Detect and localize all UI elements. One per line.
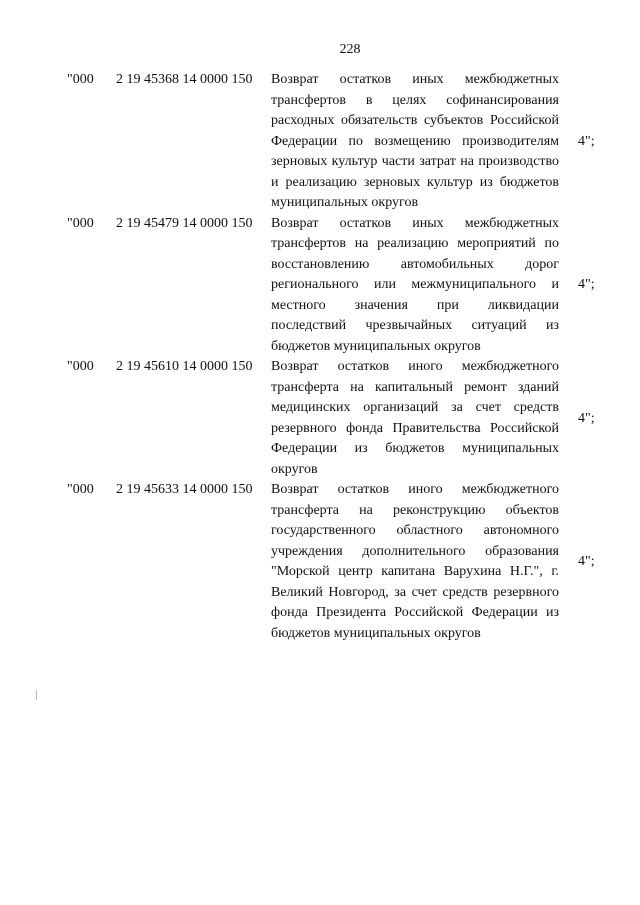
budget-code: 2 19 45610 14 0000 150 [116,359,253,374]
row-suffix: 4"; [578,133,595,149]
row-prefix: "000 [67,359,94,374]
row-prefix: "000 [67,482,94,497]
row-description: Возврат остатков иного межбюджетного трансферта на реконструкцию объектов государственного областного автономного учреждения дополнительного образования "Морской центр капитана Варухина Н.Г.", г. Великий Новгород, за счет средств резервного фонда Президента Российской Федерации из бюджетов муниципальных округов [271,482,559,641]
row-suffix: 4"; [578,410,595,426]
table-row [0,70,640,214]
row-description: Возврат остатков иных межбюджетных трансфертов в целях софинансирования расходных обязательств субъектов Российской Федерации по возмещению производителям зерновых культур части затрат на производство и реализацию зерновых культур из бюджетов муниципальных округов [271,72,559,210]
budget-code: 2 19 45368 14 0000 150 [116,72,253,87]
row-description: Возврат остатков иных межбюджетных трансфертов на реализацию мероприятий по восстановлению автомобильных дорог регионального или межмуниципального и местного значения при ликвидации последствий чрезвычайных ситуаций из бюджетов муниципальных округов [271,215,559,354]
budget-code: 2 19 45633 14 0000 150 [116,482,253,497]
page-number: 228 [339,42,361,57]
budget-code-table [0,70,640,644]
margin-mark [36,690,37,700]
table-row [0,357,640,480]
row-prefix: "000 [67,215,94,231]
table-row [0,214,640,358]
row-suffix: 4"; [578,553,595,569]
table-row [0,480,640,644]
row-suffix: 4"; [578,277,595,292]
row-prefix: "000 [67,72,94,87]
budget-code: 2 19 45479 14 0000 150 [116,215,253,231]
row-description: Возврат остатков иного межбюджетного трансферта на капитальный ремонт зданий медицинских организаций за счет средств резервного фонда Правительства Российской Федерации из бюджетов муниципальных округов [271,359,559,477]
